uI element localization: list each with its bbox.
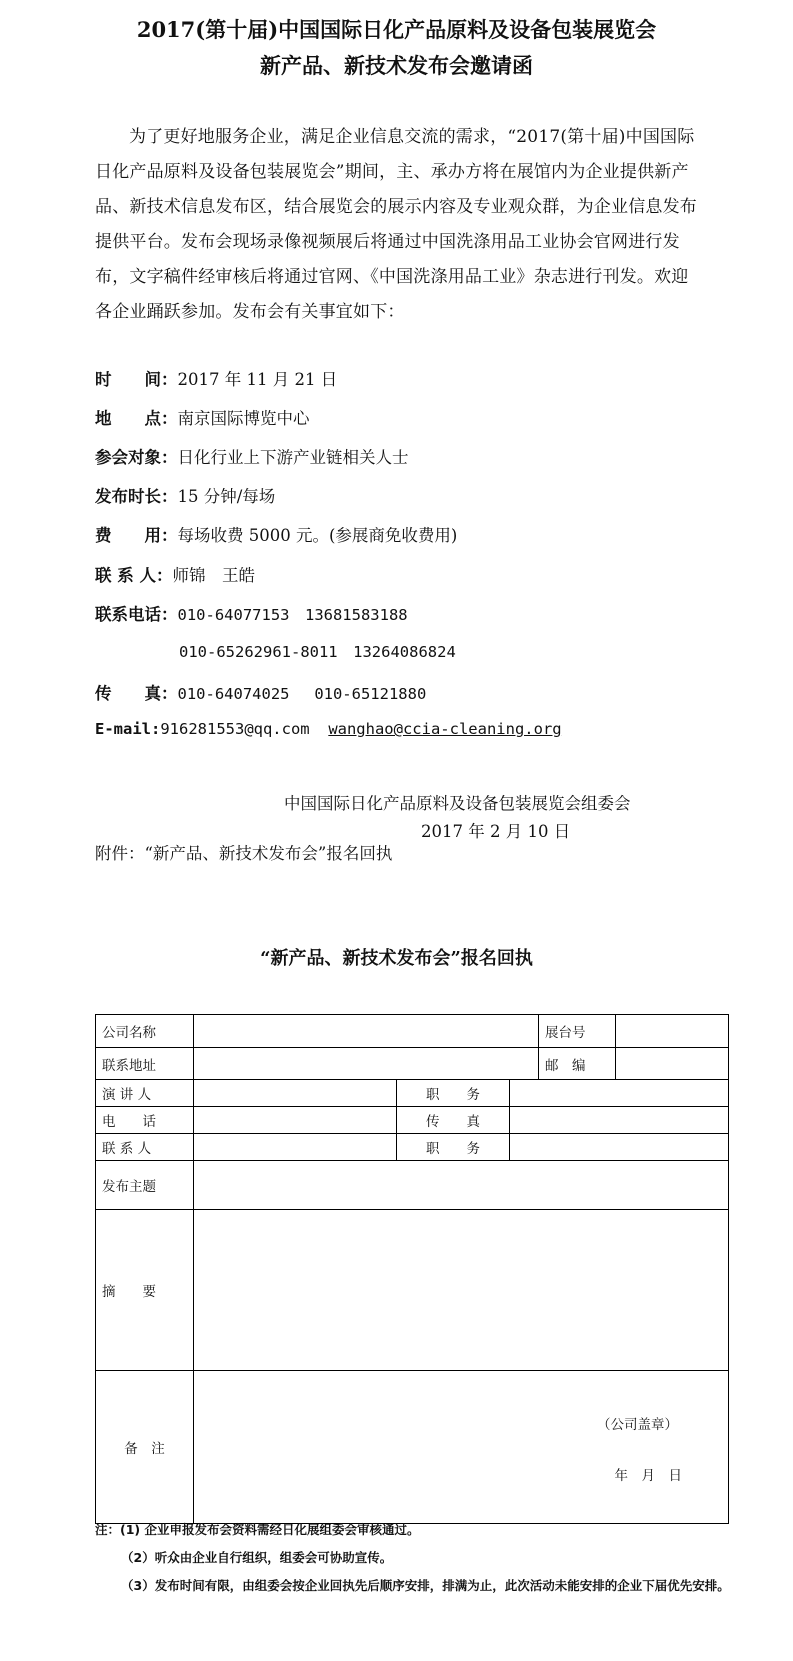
phone-row: [95, 601, 408, 625]
fax-row: [95, 680, 426, 704]
audience-row: [95, 444, 409, 468]
phone-value-2: 010-65262961-8011 13264086824: [179, 643, 456, 661]
time-label: 时 间：: [95, 370, 178, 389]
place-value: 南京国际博览中心: [177, 409, 310, 428]
booth-no-field[interactable]: [616, 1015, 729, 1048]
position-field[interactable]: [510, 1080, 729, 1107]
fax-value: 010-64074025 010-65121880: [177, 685, 427, 703]
company-name-label: 公司名称: [96, 1015, 194, 1048]
registration-form: [95, 1014, 729, 1524]
form-title: “新产品、新技术发布会”报名回执: [260, 948, 533, 969]
email-link[interactable]: wanghao@ccia-cleaning.org: [328, 720, 562, 738]
topic-label: 发布主题: [96, 1161, 194, 1210]
topic-field[interactable]: [194, 1161, 729, 1210]
attachment-note: 附件：“新产品、新技术发布会”报名回执: [95, 844, 393, 863]
abstract-field[interactable]: [194, 1210, 729, 1371]
contact-form-field[interactable]: [194, 1134, 397, 1161]
note-item: （3）发布时间有限，由组委会按企业回执先后顺序安排，排满为止，此次活动未能安排的企业下届优先安排。: [121, 1578, 730, 1593]
fee-value: 每场收费 5000 元。(参展商免收费用): [177, 526, 458, 545]
company-seal-text: （公司盖章）: [597, 1417, 678, 1433]
remark-label: 备 注: [96, 1371, 194, 1524]
fee-label: 费 用：: [95, 526, 178, 545]
document-title: 2017(第十届)中国国际日化产品原料及设备包装展览会: [136, 17, 657, 42]
contact-form-label: 联 系 人: [96, 1134, 194, 1161]
note-item: 注：(1) 企业申报发布会资料需经日化展组委会审核通过。: [95, 1522, 420, 1537]
email-value-1: 916281553@qq.com: [160, 720, 310, 738]
position2-label: 职 务: [397, 1134, 510, 1161]
postcode-field[interactable]: [616, 1048, 729, 1080]
audience-value: 日化行业上下游产业链相关人士: [177, 448, 409, 467]
remark-field[interactable]: [194, 1371, 729, 1524]
phone-form-field[interactable]: [194, 1107, 397, 1134]
postcode-label: 邮 编: [539, 1048, 616, 1080]
phone-value-1: 010-64077153 13681583188: [177, 606, 408, 624]
organizer-name: 中国国际日化产品原料及设备包装展览会组委会: [284, 794, 631, 813]
phone-label: 联系电话：: [95, 605, 178, 624]
audience-label: 参会对象：: [95, 448, 178, 467]
note-item: （2）听众由企业自行组织，组委会可协助宣传。: [121, 1550, 393, 1565]
place-row: [95, 405, 310, 429]
contact-value: 师锦 王皓: [172, 566, 255, 585]
fax-label: 传 真：: [95, 684, 178, 703]
company-name-field[interactable]: [194, 1015, 539, 1048]
duration-value: 15 分钟/每场: [177, 487, 276, 506]
abstract-label: 摘 要: [96, 1210, 194, 1371]
position2-field[interactable]: [510, 1134, 729, 1161]
fee-row: [95, 522, 457, 546]
speaker-label: 演 讲 人: [96, 1080, 194, 1107]
remark-date-text: 年 月 日: [614, 1468, 682, 1484]
position-label: 职 务: [397, 1080, 510, 1107]
contact-label: 联 系 人：: [95, 566, 173, 585]
fax-form-label: 传 真: [397, 1107, 510, 1134]
document-subtitle: 新产品、新技术发布会邀请函: [260, 53, 533, 78]
fax-form-field[interactable]: [510, 1107, 729, 1134]
time-row: [95, 366, 337, 390]
place-label: 地 点：: [95, 409, 178, 428]
duration-label: 发布时长：: [95, 487, 178, 506]
contact-row: [95, 562, 255, 586]
time-value: 2017 年 11 月 21 日: [177, 370, 338, 389]
intro-paragraph: 为了更好地服务企业，满足企业信息交流的需求，“2017(第十届)中国国际日化产品原料及设备包装展览会”期间，主、承办方将在展馆内为企业提供新产品、新技术信息发布区，结合展览会的展示内容及专业观众群，为企业信息发布提供平台。发布会现场录像视频展后将通过中国洗涤用品工业协会官网进行发布，文字稿件经审核后将通过官网、《中国洗涤用品工业》杂志进行刊发。欢迎各企业踊跃参加。发布会有关事宜如下：: [95, 127, 697, 322]
email-row: [95, 719, 562, 738]
booth-no-label: 展台号: [539, 1015, 616, 1048]
duration-row: [95, 483, 275, 507]
address-field[interactable]: [194, 1048, 539, 1080]
speaker-field[interactable]: [194, 1080, 397, 1107]
address-label: 联系地址: [96, 1048, 194, 1080]
notes-section: [95, 1516, 735, 1600]
email-label: E-mail:: [95, 720, 161, 738]
signature-date: 2017 年 2 月 10 日: [421, 822, 571, 841]
phone-form-label: 电 话: [96, 1107, 194, 1134]
phone-row-2: [179, 640, 456, 662]
